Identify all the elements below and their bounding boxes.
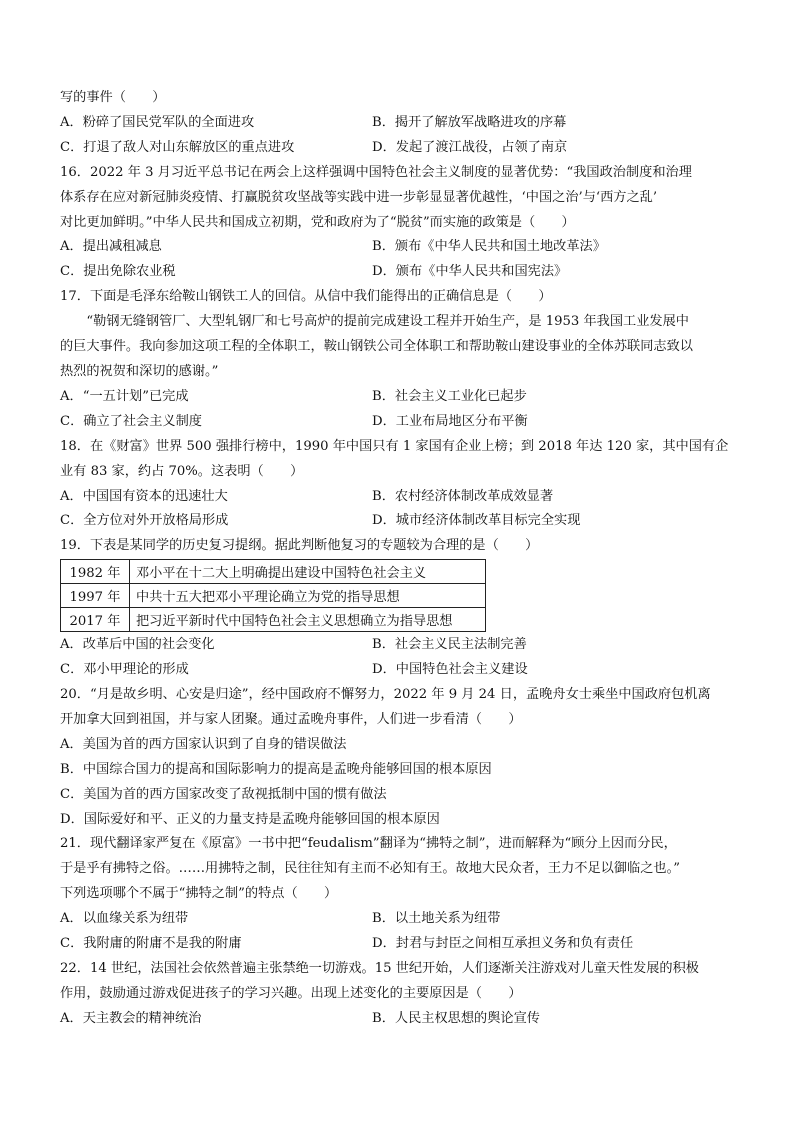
option-row (60, 385, 740, 410)
table-row (61, 584, 486, 608)
option-a[interactable]: A．粉碎了国民党军队的全面进攻 (60, 114, 255, 130)
option-c[interactable]: C．美国为首的西方国家改变了敌视抵制中国的惯有做法 (60, 786, 387, 802)
option-b[interactable]: B．农村经济体制改革成效显著 (372, 488, 554, 504)
question-stem-line: 体系存在应对新冠肺炎疫情、打赢脱贫攻坚战等实践中进一步彰显显著优越性，‘中国之治’与‘西方之乱’ (60, 189, 658, 205)
option-c[interactable]: C．我附庸的附庸不是我的附庸 (60, 936, 242, 952)
option-d[interactable]: D．城市经济体制改革目标完全实现 (372, 513, 581, 529)
option-row (60, 1007, 740, 1032)
question-21 (60, 832, 740, 957)
option-d[interactable]: D．中国特色社会主义建设 (372, 662, 528, 678)
question-stem-line: 20．“月是故乡明、心安是归途”，经中国政府不懈努力，2022 年 9 月 24 日，孟晚舟女士乘坐中国政府包机离 (60, 687, 711, 703)
option-row (60, 907, 740, 932)
option-a[interactable]: A．美国为首的西方国家认识到了自身的错误做法 (60, 736, 347, 752)
option-row (60, 410, 740, 435)
question-stem-line: 下列选项哪个不属于“拂特之制”的特点（ ） (60, 886, 338, 902)
option-a[interactable]: A．提出减租减息 (60, 239, 162, 255)
option-b[interactable]: B．以土地关系为纽带 (372, 911, 501, 927)
question-16 (60, 161, 740, 286)
option-d[interactable]: D．国际爱好和平、正义的力量支持是孟晚舟能够回国的根本原因 (60, 811, 440, 827)
option-row (60, 136, 740, 161)
question-stem-line: 21．现代翻译家严复在《原富》一书中把“feudalism”翻译为“拂特之制”，进而解释为“顾分上因而分民， (60, 836, 677, 852)
option-b[interactable]: B．颁布《中华人民共和国土地改革法》 (372, 239, 606, 255)
option-row (60, 932, 740, 957)
table-row (61, 560, 486, 584)
question-stem: 写的事件（ ） (60, 90, 166, 105)
exam-page (60, 86, 740, 1032)
option-row (60, 260, 740, 285)
question-stem-line: 作用，鼓励通过游戏促进孩子的学习兴趣。出现上述变化的主要原因是（ ） (60, 985, 522, 1001)
option-row (60, 485, 740, 510)
option-row (60, 633, 740, 658)
option-c[interactable]: C．打退了敌人对山东解放区的重点进攻 (60, 139, 295, 155)
table-cell-event: 把习近平新时代中国特色社会主义思想确立为指导思想 (130, 608, 486, 632)
option-d[interactable]: D．工业布局地区分布平衡 (372, 413, 528, 429)
table-row (61, 608, 486, 632)
review-outline-table (60, 559, 486, 632)
option-row (60, 235, 740, 260)
option-a[interactable]: A．改革后中国的社会变化 (60, 637, 215, 653)
question-15 (60, 86, 740, 161)
quote-line: 热烈的祝贺和深切的感谢。” (60, 363, 219, 379)
table-cell-year: 1982 年 (61, 560, 130, 584)
option-b[interactable]: B．社会主义民主法制完善 (372, 637, 527, 653)
option-row (60, 111, 740, 136)
option-c[interactable]: C．邓小甲理论的形成 (60, 662, 189, 678)
question-stem-line: 对比更加鲜明。”中华人民共和国成立初期，党和政府为了“脱贫”而实施的政策是（ ） (60, 214, 575, 230)
option-a[interactable]: A．“一五计划”已完成 (60, 388, 189, 404)
option-b[interactable]: B．揭开了解放军战略进攻的序幕 (372, 114, 567, 130)
table-cell-year: 1997 年 (61, 584, 130, 608)
option-c[interactable]: C．确立了社会主义制度 (60, 413, 202, 429)
question-stem-line: 16．2022 年 3 月习近平总书记在两会上这样强调中国特色社会主义制度的显著优势：“我国政治制度和治理 (60, 164, 692, 180)
option-d[interactable]: D．颁布《中华人民共和国宪法》 (372, 264, 568, 280)
option-d[interactable]: D．封君与封臣之间相互承担义务和负有责任 (372, 936, 634, 952)
option-row (60, 658, 740, 683)
question-stem-line: 22．14 世纪，法国社会依然普遍主张禁绝一切游戏。15 世纪开始，人们逐渐关注游戏对儿童天性发展的积极 (60, 961, 699, 976)
question-stem-line: 于是乎有拂特之俗。……用拂特之制，民往往知有主而不必知有王。故地大民众者，王力不足以御临之也。” (60, 861, 680, 877)
table-cell-event: 邓小平在十二大上明确提出建设中国特色社会主义 (130, 560, 486, 584)
option-b[interactable]: B．中国综合国力的提高和国际影响力的提高是孟晚舟能够回国的根本原因 (60, 761, 492, 777)
question-17 (60, 285, 740, 434)
option-c[interactable]: C．提出免除农业税 (60, 264, 176, 280)
quote-line: “勒钢无缝钢管厂、大型轧钢厂和七号高炉的提前完成建设工程并开始生产，是 1953 年我国工业发展中 (86, 314, 689, 330)
question-stem-line: 18．在《财富》世界 500 强排行榜中，1990 年中国只有 1 家国有企业上榜；到 2018 年达 120 家，其中国有企 (60, 438, 729, 454)
option-row (60, 509, 740, 534)
question-18 (60, 435, 740, 535)
question-stem: 19．下表是某同学的历史复习提纲。据此判断他复习的专题较为合理的是（ ） (60, 538, 539, 554)
question-22 (60, 957, 740, 1032)
question-19 (60, 534, 740, 683)
quote-line: 的巨大事件。我向参加这项工程的全体职工，鞍山钢铁公司全体职工和帮助鞍山建设事业的全体苏联同志致以 (60, 339, 693, 355)
question-20 (60, 683, 740, 832)
option-d[interactable]: D．发起了渡江战役，占领了南京 (372, 139, 568, 155)
option-b[interactable]: B．社会主义工业化已起步 (372, 388, 527, 404)
table-cell-year: 2017 年 (61, 608, 130, 632)
option-c[interactable]: C．全方位对外开放格局形成 (60, 513, 229, 529)
option-a[interactable]: A．中国国有资本的迅速壮大 (60, 488, 228, 504)
question-stem: 17．下面是毛泽东给鞍山钢铁工人的回信。从信中我们能得出的正确信息是（ ） (60, 289, 552, 305)
option-b[interactable]: B．人民主权思想的舆论宣传 (372, 1010, 540, 1026)
question-stem-line: 开加拿大回到祖国，并与家人团聚。通过孟晚舟事件，人们进一步看清（ ） (60, 711, 522, 727)
table-cell-event: 中共十五大把邓小平理论确立为党的指导思想 (130, 584, 486, 608)
option-a[interactable]: A．以血缘关系为纽带 (60, 911, 189, 927)
option-a[interactable]: A．天主教会的精神统治 (60, 1010, 202, 1026)
question-stem-line: 业有 83 家，约占 70%。这表明（ ） (60, 463, 304, 479)
